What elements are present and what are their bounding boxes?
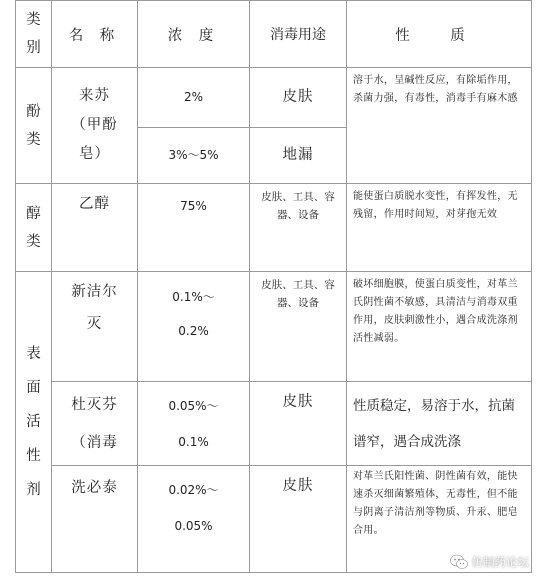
row-name: 杜灭芬（消毒	[52, 382, 138, 466]
header-properties: 性 质	[347, 1, 532, 68]
row-properties: 性质稳定，易溶于水，抗菌谱窄，遇合成洗涤	[347, 382, 532, 466]
table-row	[16, 184, 532, 272]
row-name: 来苏（甲酚皂）	[52, 68, 138, 184]
header-name: 名 称	[52, 1, 138, 68]
row-name: 洗必泰	[52, 466, 138, 573]
row-concentration: 0.05%～0.1%	[138, 382, 250, 466]
row-properties: 能使蛋白质脱水变性，有挥发性，无残留，作用时间短，对芽孢无效	[347, 184, 532, 272]
row-name: 乙醇	[52, 184, 138, 272]
wechat-icon	[450, 554, 468, 570]
header-row	[16, 1, 532, 68]
row-use: 皮肤	[250, 466, 347, 573]
row-use: 皮肤	[250, 382, 347, 466]
row-use: 皮肤	[250, 68, 347, 128]
row-concentration: 2%	[138, 68, 250, 128]
watermark	[450, 554, 530, 570]
row-concentration: 75%	[138, 184, 250, 272]
table-row	[16, 382, 532, 466]
row-concentration: 0.02%～0.05%	[138, 466, 250, 573]
disinfectant-table	[15, 0, 532, 573]
row-properties: 溶于水，呈碱性反应，有除垢作用，杀菌力强，有毒性，消毒手有麻木感	[347, 68, 532, 184]
category-alcohol: 醇类	[16, 184, 52, 272]
header-use: 消毒用途	[250, 1, 347, 68]
header-concentration: 浓 度	[138, 1, 250, 68]
row-name: 新洁尔灭	[52, 272, 138, 382]
row-use: 地漏	[250, 128, 347, 184]
category-surfactant: 表面活性剂	[16, 272, 52, 573]
row-concentration: 0.1%～0.2%	[138, 272, 250, 382]
category-phenol: 酚类	[16, 68, 52, 184]
header-category: 类别	[16, 1, 52, 68]
table-row	[16, 68, 532, 128]
row-use: 皮肤、工具、容器、设备	[250, 184, 347, 272]
row-concentration: 3%～5%	[138, 128, 250, 184]
table-row	[16, 272, 532, 382]
row-properties: 破坏细胞膜，使蛋白质变性，对革兰氏阴性菌不敏感，具清洁与消毒双重作用，皮肤刺激性小，遇合成洗涤剂活性减弱。	[347, 272, 532, 382]
row-properties: 对革兰氏阳性菌、阴性菌有效，能快速杀灭细菌繁殖体，无毒性，但不能与阴离子清洁剂等物质、升汞、肥皂合用。	[347, 466, 532, 573]
watermark-text: 仿制药论坛	[471, 555, 529, 569]
row-use: 皮肤、工具、容器、设备	[250, 272, 347, 382]
